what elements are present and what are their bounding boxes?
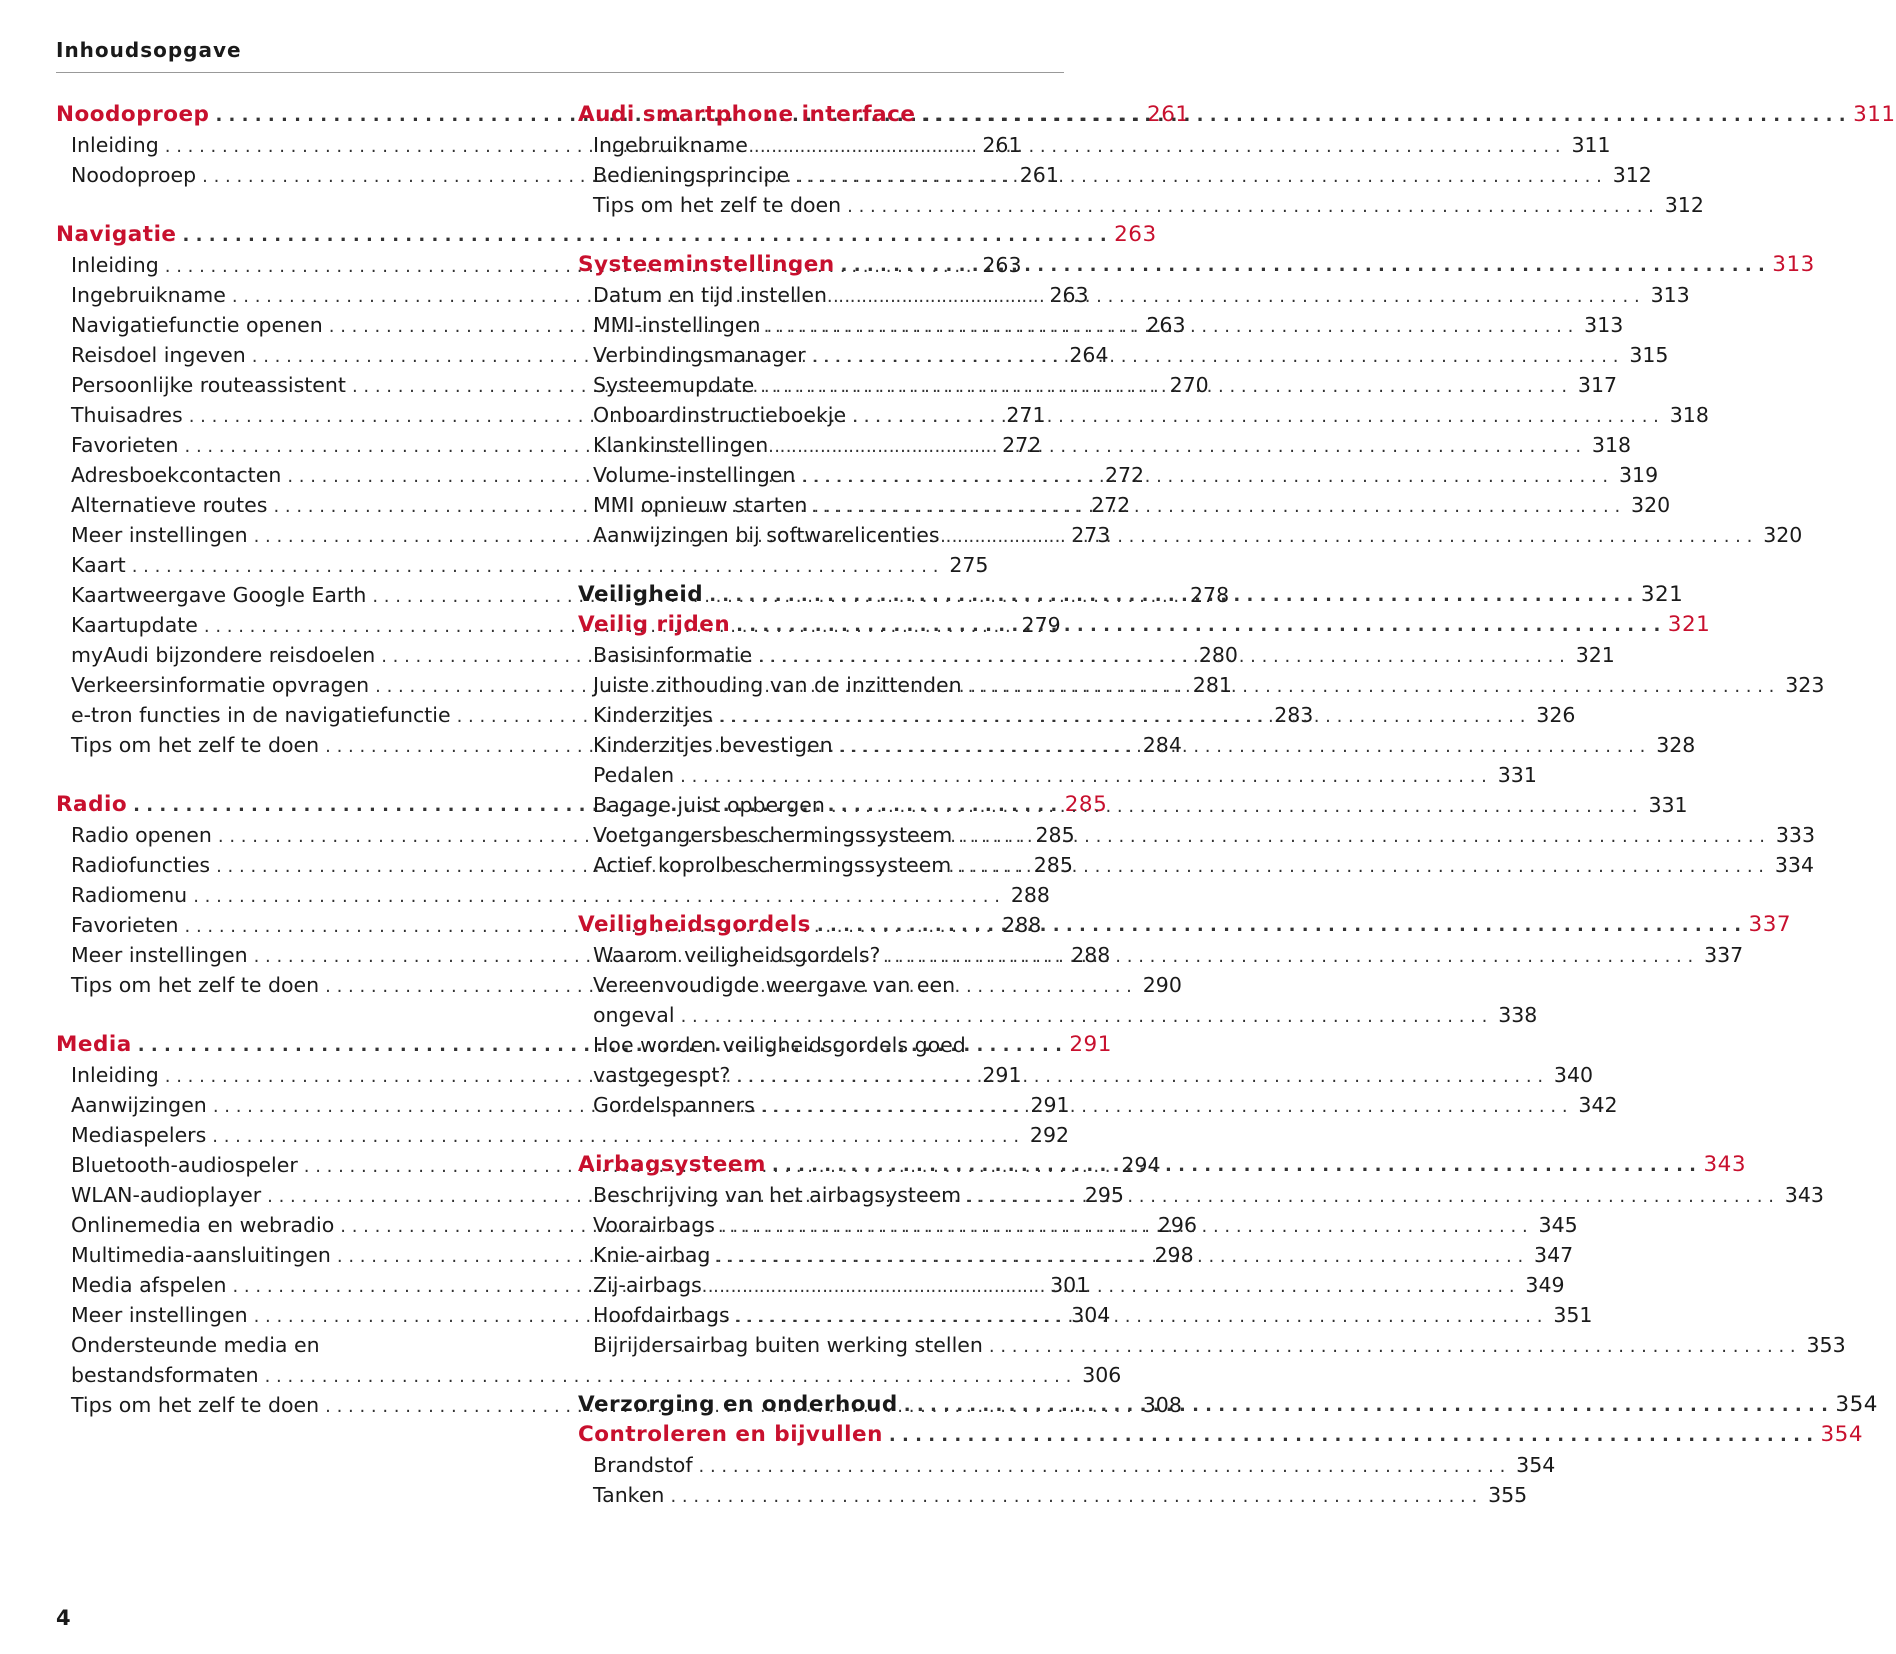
toc-entry-title: Persoonlijke routeassistent [71,373,346,397]
toc-entry-title: Bijrijdersairbag buiten werking stellen [593,1333,983,1357]
toc-section-heading[interactable] [578,610,1711,640]
toc-page-number: 311 [1571,133,1611,157]
toc-entry-title: Radiomenu [71,883,188,907]
toc-page-number: 275 [949,553,989,577]
toc-page-number: 320 [1631,493,1671,517]
toc-entry-title: Hoe worden veiligheidsgordels goed [593,1033,966,1057]
toc-page-number: 263 [1114,222,1157,247]
toc-entry-title: Veiligheidsgordels [578,912,811,937]
toc-entry-title: Kaartupdate [71,613,198,637]
toc-page-number: 319 [1618,463,1659,487]
toc-entry-title: Reisdoel ingeven [71,343,246,367]
toc-entry-title: Ingebruikname [71,283,226,307]
toc-page-number: 333 [1775,823,1816,847]
toc-entry-title: Media afspelen [71,1273,227,1297]
toc-page-number: 315 [1629,343,1669,367]
toc-entry-title: Ingebruikname [593,133,748,157]
toc-page-number: 273 [1071,523,1111,547]
toc-page-number: 288 [1002,913,1042,937]
dot-leader [827,282,1640,312]
toc-page-number: 340 [1553,1063,1594,1087]
toc-page-number: 323 [1785,673,1825,697]
toc-entry-title: Kinderzitjes bevestigen [593,733,833,757]
toc-entry-title: ongeval [593,1003,675,1027]
section-spacer [56,1000,536,1030]
dot-leader [703,581,1633,611]
toc-entry-title: Verzorging en onderhoud [578,1392,898,1417]
toc-page-number: 285 [1064,792,1108,817]
toc-page-number: 326 [1536,703,1576,727]
toc-page-number: 296 [1157,1213,1198,1237]
toc-page-number: 312 [1612,163,1652,187]
header-divider [56,72,1064,73]
toc-page-number: 294 [1121,1153,1161,1177]
toc-entry[interactable] [578,1060,1594,1090]
toc-page-number: 337 [1748,912,1792,937]
toc-page-number: 355 [1488,1483,1528,1507]
toc-page-number: 343 [1784,1183,1824,1207]
toc-page-number: 351 [1553,1303,1593,1327]
toc-page-number: 291 [1069,1032,1112,1057]
toc-entry-title: Tips om het zelf te doen [71,1393,320,1417]
dot-leader [761,312,1574,342]
dot-leader [730,611,1660,641]
toc-entry-title: Aanwijzingen bij softwarelicenties [593,523,940,547]
toc-entry-title: Actief koprolbeschermingssysteem [593,853,952,877]
toc-entry-title: vastgegespt? [593,1063,731,1087]
toc-page-number: 261 [1019,163,1059,187]
toc-page-number: 263 [1146,313,1186,337]
dot-leader [693,1452,1506,1482]
toc-page-number: 347 [1534,1243,1574,1267]
toc-page-number: 313 [1650,283,1690,307]
toc-page-number: 343 [1703,1152,1747,1177]
toc-page-number: 331 [1497,763,1537,787]
section-spacer [56,760,536,790]
toc-entry-title: Gordelspanners [593,1093,755,1117]
toc-entry[interactable] [578,820,1816,850]
toc-entry-title: Basisinformatie [593,643,753,667]
toc-entry-title: Kaart [71,553,126,577]
dot-leader [748,132,1561,162]
dot-leader [768,432,1581,462]
toc-page-number: 272 [1002,433,1042,457]
toc-entry-title: Juiste zithouding van de inzittenden [593,673,962,697]
toc-page-number: 353 [1806,1333,1846,1357]
toc-entry[interactable] [578,430,1632,460]
toc-entry-title: Onboardinstructieboekje [593,403,847,427]
toc-entry-title: Verbindingsmanager [593,343,806,367]
toc-entry-title: Tanken [593,1483,665,1507]
toc-entry-title: Multimedia-aansluitingen [71,1243,331,1267]
dot-leader [674,762,1487,792]
toc-page-number: 308 [1142,1393,1182,1417]
dot-leader [807,492,1620,522]
toc-entry-title: Kinderzitjes [593,703,713,727]
toc-entry-title: e-tron functies in de navigatiefunctie [71,703,451,727]
toc-page-number: 318 [1591,433,1632,457]
toc-entry-title: Controleren en bijvullen [578,1422,883,1447]
toc-page-number: 321 [1667,612,1711,637]
toc-page-number: 288 [1010,883,1050,907]
dot-leader [915,101,1845,131]
toc-entry-title: MMI-instellingen [593,313,761,337]
toc-entry-title: Knie-airbag [593,1243,711,1267]
toc-entry-title: Navigatie [56,222,177,247]
toc-page-number: 354 [1516,1453,1556,1477]
toc-entry-title: Noodoproep [56,102,210,127]
toc-entry[interactable] [56,880,1050,910]
toc-entry[interactable] [578,1030,1058,1060]
toc-entry-title: Inleiding [71,1063,159,1087]
toc-page-number: 285 [1033,853,1073,877]
toc-entry-title: Vereenvoudigde weergave van een [593,973,956,997]
toc-entry-title: Onlinemedia en webradio [71,1213,335,1237]
toc-page-number: 318 [1669,403,1709,427]
toc-page-number: 283 [1274,703,1314,727]
toc-page-number: 345 [1538,1213,1578,1237]
dot-leader [730,1062,1543,1092]
toc-page-number: 278 [1189,583,1230,607]
section-spacer [578,1120,1058,1150]
toc-entry[interactable] [56,1330,536,1360]
toc-page-number: 280 [1198,643,1238,667]
dot-leader [880,942,1693,972]
toc-entry-title: Zij-airbags [593,1273,702,1297]
toc-entry-title: Pedalen [593,763,675,787]
toc-entry-title: bestandsformaten [71,1363,259,1387]
section-spacer [56,190,536,220]
toc-page-number: 349 [1525,1273,1565,1297]
toc-entry-title: Bedieningsprincipe [593,163,790,187]
dot-leader [825,792,1638,822]
toc-section-heading[interactable] [578,250,1815,280]
dot-leader [833,732,1646,762]
dot-leader [961,1182,1774,1212]
toc-entry-title: Radio openen [71,823,212,847]
toc-page-number: 354 [1835,1392,1878,1417]
toc-entry-title: Tips om het zelf te doen [593,193,842,217]
dot-leader [951,852,1764,882]
toc-page-number: 321 [1575,643,1615,667]
dot-leader [789,162,1602,192]
section-spacer [578,880,1058,910]
toc-entry[interactable] [578,400,1709,430]
toc-entry-title: Waarom veiligheidsgordels? [593,943,881,967]
toc-entry[interactable] [578,130,1611,160]
dot-leader [983,1332,1796,1362]
toc-page-number: 270 [1169,373,1209,397]
toc-entry-title: MMI opnieuw starten [593,493,808,517]
toc-page-number: 263 [1049,283,1089,307]
toc-entry-title: Bagage juist opbergen [593,793,825,817]
toc-entry[interactable] [578,850,1815,880]
toc-entry-title: Voorairbags [593,1213,715,1237]
toc-section-heading[interactable] [578,1420,1864,1450]
toc-entry-title: Volume-instellingen [593,463,796,487]
toc-entry[interactable] [578,160,1652,190]
toc-entry-title: Kaartweergave Google Earth [71,583,367,607]
dot-leader [752,642,1565,672]
page-number: 4 [56,1606,71,1630]
toc-page-number: 261 [1147,102,1190,127]
toc-page-number: 334 [1774,853,1815,877]
dot-leader [846,402,1659,432]
toc-page-number: 321 [1640,582,1684,607]
dot-leader [952,822,1765,852]
toc-entry-title: Meer instellingen [71,1303,248,1327]
toc-page-number: 271 [1006,403,1046,427]
toc-entry-title: Voetgangersbeschermingssysteem [593,823,953,847]
dot-leader [715,1212,1528,1242]
dot-leader [806,342,1619,372]
dot-leader [754,372,1567,402]
toc-entry-title: Adresboekcontacten [71,463,282,487]
toc-entry-title: Tips om het zelf te doen [71,733,320,757]
toc-page-number: 298 [1154,1243,1194,1267]
toc-entry[interactable] [56,550,989,580]
toc-page-number: 292 [1029,1123,1070,1147]
dot-leader [841,192,1654,222]
toc-entry-title: Beschrijving van het airbagsysteem [593,1183,962,1207]
toc-page-number: 264 [1069,343,1109,367]
toc-entry-title: Brandstof [593,1453,693,1477]
toc-page-number: 272 [1091,493,1131,517]
toc-page-number: 354 [1820,1422,1864,1447]
dot-leader [702,1272,1515,1302]
toc-page-number: 285 [1035,823,1075,847]
toc-entry[interactable] [578,1000,1538,1030]
toc-entry-title: Mediaspelers [71,1123,207,1147]
toc-entry[interactable] [578,1330,1846,1360]
toc-page-number: 291 [982,1063,1022,1087]
dot-leader [710,1242,1523,1272]
dot-leader [898,1391,1828,1421]
toc-page-number: 261 [982,133,1022,157]
toc-entry-title: myAudi bijzondere reisdoelen [71,643,376,667]
toc-entry-title: Airbagsysteem [578,1152,766,1177]
toc-entry-title: WLAN-audioplayer [71,1183,262,1207]
toc-page-number: 295 [1084,1183,1124,1207]
toc-entry-title: Meer instellingen [71,523,248,547]
toc-page-number: 288 [1071,943,1111,967]
toc-page-number: 320 [1763,523,1803,547]
section-spacer [578,550,1058,580]
toc-entry[interactable] [56,1120,1070,1150]
toc-entry-title: Favorieten [71,433,179,457]
dot-leader [675,1002,1488,1032]
toc-entry[interactable] [578,970,1058,1000]
toc-entry[interactable] [56,1360,1122,1390]
toc-page-number: 301 [1050,1273,1090,1297]
toc-page-number: 342 [1578,1093,1618,1117]
toc-page-number: 337 [1704,943,1744,967]
toc-page-number: 281 [1192,673,1232,697]
toc-section-heading[interactable] [578,910,1792,940]
toc-entry-title: Systeeminstellingen [578,252,835,277]
toc-entry-title: Veilig rijden [578,612,731,637]
section-spacer [578,1360,1058,1390]
toc-entry[interactable] [578,1480,1528,1510]
toc-page-number: 304 [1071,1303,1111,1327]
toc-page-number: 311 [1853,102,1896,127]
toc-entry-title: Inleiding [71,253,159,277]
toc-entry[interactable] [578,1450,1556,1480]
toc-page-number: 284 [1142,733,1182,757]
dot-leader [835,251,1765,281]
toc-entry[interactable] [578,760,1537,790]
toc-entry-title: Alternatieve routes [71,493,268,517]
toc-entry-title: Radio [56,792,128,817]
dot-leader [766,1151,1696,1181]
dot-leader [664,1482,1477,1512]
toc-page-number: 328 [1656,733,1696,757]
toc-entry-title: Inleiding [71,133,159,157]
toc-entry-title: Meer instellingen [71,943,248,967]
toc-page-number: 263 [982,253,1022,277]
toc-entry-title: Veiligheid [578,582,704,607]
dot-leader [755,1092,1568,1122]
dot-leader [795,462,1608,492]
toc-page-number: 331 [1648,793,1688,817]
toc-page-number: 290 [1142,973,1182,997]
toc-entry-title: Verkeersinformatie opvragen [71,673,370,697]
toc-entry-title: Datum en tijd instellen [593,283,827,307]
toc-page-number: 272 [1104,463,1145,487]
toc-entry-title: Bluetooth-audiospeler [71,1153,298,1177]
dot-leader [811,911,1741,941]
toc-entry-title: Media [56,1032,132,1057]
toc-entry-title: Aanwijzingen [71,1093,207,1117]
toc-page-number: 291 [1030,1093,1070,1117]
toc-entry-title: Thuisadres [71,403,183,427]
toc-entry-title: Noodoproep [71,163,197,187]
dot-leader [962,672,1775,702]
toc-page-number: 313 [1772,252,1815,277]
section-spacer [578,220,1058,250]
toc-entry-title: Ondersteunde media en [71,1333,320,1357]
toc-entry-title: Systeemupdate [593,373,755,397]
dot-leader [713,702,1526,732]
toc-entry-title: Audi smartphone interface [578,102,916,127]
page-title: Inhoudsopgave [56,38,242,62]
dot-leader [883,1421,1813,1451]
toc-page-number: 279 [1021,613,1061,637]
toc-entry-title: Klankinstellingen [593,433,769,457]
toc-entry-title: Tips om het zelf te doen [71,973,320,997]
toc-entry[interactable] [578,190,1704,220]
toc-entry-title: Radiofuncties [71,853,211,877]
dot-leader [940,522,1753,552]
toc-page-number: 306 [1082,1363,1122,1387]
dot-leader [730,1302,1543,1332]
toc-page-number: 317 [1577,373,1618,397]
toc-page-number: 338 [1498,1003,1538,1027]
toc-entry-title: Hoofdairbags [593,1303,730,1327]
toc-page-number: 312 [1664,193,1704,217]
toc-section-heading[interactable] [56,220,1157,250]
toc-entry-title: Favorieten [71,913,179,937]
toc-entry-title: Navigatiefunctie openen [71,313,323,337]
toc-entry[interactable] [578,1090,1618,1120]
toc-page-number: 313 [1584,313,1624,337]
